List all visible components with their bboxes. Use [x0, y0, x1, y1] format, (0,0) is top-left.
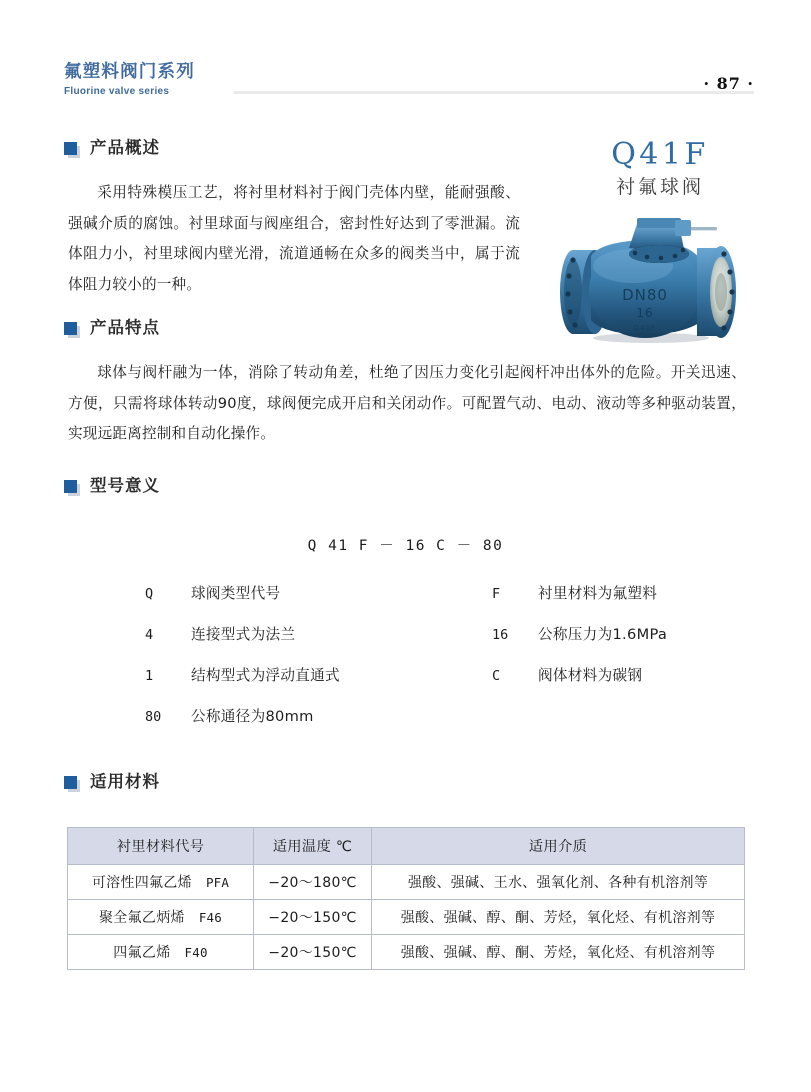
legend-code: 4 [145, 627, 154, 643]
material-abbreviation: PFA [205, 874, 230, 890]
legend-code: F [492, 586, 501, 602]
column-header-material: 衬里材料代号 [68, 828, 254, 865]
legend-code: 80 [145, 709, 162, 725]
material-abbreviation: F40 [184, 944, 208, 960]
legend-description: 公称通径为80mm [191, 708, 314, 725]
cell-temperature: −20～150℃ [254, 935, 372, 970]
legend-description: 阀体材料为碳钢 [538, 667, 643, 684]
overview-paragraph: 采用特殊模压工艺，将衬里材料衬于阀门壳体内壁，能耐强酸、强碱介质的腐蚀。衬里球面与阀座组合，密封性好达到了零泄漏。流体阻力小，衬里球阀内壁光滑，流道通畅在众多的阀类当中，属于流体阻力较小的一种。 [68, 184, 520, 293]
ball-valve-photo [533, 214, 785, 344]
model-legend-right-column [492, 582, 667, 705]
applicable-materials-table [67, 827, 745, 970]
legend-description: 球阀类型代号 [191, 585, 281, 602]
section-title-model: 型号意义 [90, 476, 160, 495]
legend-item [492, 664, 667, 705]
cell-material [68, 935, 254, 970]
cell-media: 强酸、强碱、王水、强氧化剂、各种有机溶剂等 [372, 865, 745, 900]
legend-item [492, 582, 667, 623]
header-title-group [64, 62, 195, 99]
section-title-overview: 产品概述 [90, 138, 160, 157]
features-paragraph: 球体与阀杆融为一体，消除了转动角差，杜绝了因压力变化引起阀杆冲出体外的危险。开关迅速、方便，只需将球体转动90度，球阀便完成开启和关闭动作。可配置气动、电动、液动等多种驱动装置，实现远距离控制和自动化操作。 [68, 364, 746, 442]
legend-item [145, 582, 340, 623]
model-code-string: Q 41 F － 16 C － 80 [307, 538, 504, 554]
legend-item [492, 623, 667, 664]
cell-media: 强酸、强碱、醇、酮、芳烃，氧化烃、有机溶剂等 [372, 935, 745, 970]
section-title-materials: 适用材料 [90, 772, 160, 791]
product-model-code: Q41F [611, 137, 709, 172]
column-header-media: 适用介质 [372, 828, 745, 865]
section-title-features: 产品特点 [90, 318, 160, 337]
product-model-name: 衬氟球阀 [615, 176, 704, 198]
legend-description: 衬里材料为氟塑料 [538, 585, 658, 602]
model-legend-left-column [145, 582, 340, 746]
material-name: 可溶性四氟乙烯 [91, 875, 192, 891]
cell-temperature: −20～150℃ [254, 900, 372, 935]
table-row [68, 935, 745, 970]
svg-text:DN80: DN80 [622, 286, 668, 304]
legend-description: 结构型式为浮动直通式 [191, 667, 340, 684]
header-divider-rule [233, 91, 754, 94]
square-bullet-icon [64, 322, 77, 335]
square-bullet-icon [64, 480, 77, 493]
legend-code: Q [145, 586, 154, 602]
table-row [68, 900, 745, 935]
legend-code: 16 [492, 627, 509, 643]
legend-item [145, 623, 340, 664]
page-header [0, 62, 811, 110]
legend-description: 连接型式为法兰 [191, 626, 296, 643]
legend-code: C [492, 668, 501, 684]
cell-material [68, 900, 254, 935]
section-heading-model [64, 477, 160, 495]
square-bullet-icon [64, 776, 77, 789]
cell-media: 强酸、强碱、醇、酮、芳烃，氧化烃、有机溶剂等 [372, 900, 745, 935]
material-name: 四氟乙烯 [113, 945, 171, 961]
header-title-english: Fluorine valve series [64, 86, 170, 97]
material-name: 聚全氟乙炳烯 [99, 910, 185, 926]
section-heading-overview [64, 139, 160, 157]
column-header-temperature: 适用温度 ℃ [254, 828, 372, 865]
svg-text:16: 16 [636, 306, 654, 320]
section-heading-features [64, 319, 160, 337]
material-abbreviation: F46 [198, 909, 222, 925]
page-number: · 87 · [703, 74, 754, 93]
cell-temperature: −20～180℃ [254, 865, 372, 900]
section-heading-materials [64, 773, 160, 791]
legend-item [145, 664, 340, 705]
header-title-chinese: 氟塑料阀门系列 [64, 62, 195, 82]
table-row [68, 865, 745, 900]
svg-text:Q41F: Q41F [633, 324, 657, 332]
legend-item [145, 705, 340, 746]
table-header-row [68, 828, 745, 865]
square-bullet-icon [64, 142, 77, 155]
product-title-block [540, 138, 780, 201]
legend-code: 1 [145, 668, 154, 684]
cell-material [68, 865, 254, 900]
legend-description: 公称压力为1.6MPa [538, 626, 668, 643]
